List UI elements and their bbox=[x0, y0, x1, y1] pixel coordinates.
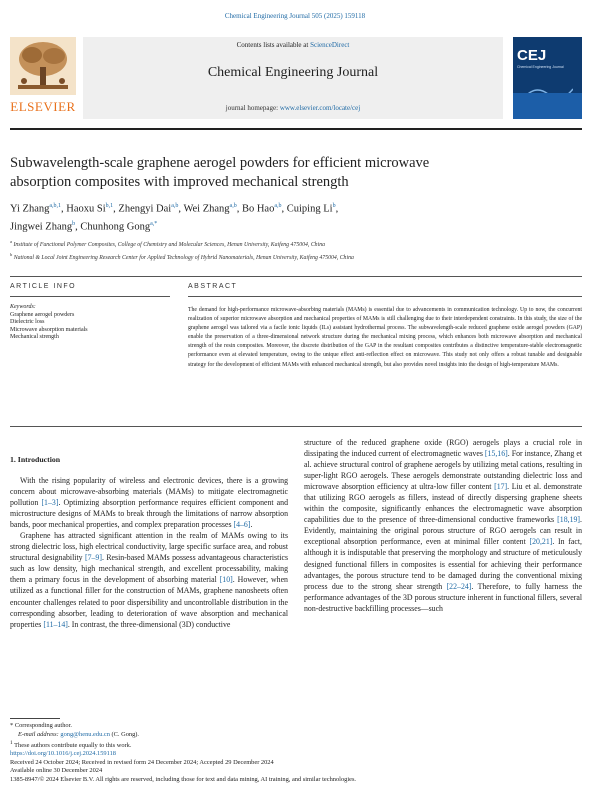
cover-subtitle: Chemical Engineering Journal bbox=[517, 65, 564, 69]
body-left-column bbox=[10, 475, 288, 630]
journal-homepage-link[interactable]: www.elsevier.com/locate/cej bbox=[279, 104, 361, 112]
corresponding-text: Corresponding author. bbox=[14, 722, 72, 729]
keywords-label: Keywords: bbox=[10, 304, 36, 310]
keyword-item: Dielectric loss bbox=[10, 319, 45, 326]
corresponding-author-note bbox=[10, 722, 410, 731]
keyword-item: Graphene aerogel powders bbox=[10, 311, 75, 318]
text-run: . Resin-based MAMs possess advantageous characteristics such as low density, high mechanical strength, and excellent processability, making them a primary focus in the development of absorbing material bbox=[10, 553, 288, 585]
text-run: . Liu et al. demonstrate that utilizing RGO aerogels as fillers, instead of directly dispersing graphene sheets within the composite, significantly enhances the electromagnetic wave absorption capabilities due to the presence of three-dimensional conductive frameworks bbox=[304, 482, 582, 525]
journal-name[interactable]: Chemical Engineering Journal bbox=[207, 65, 379, 80]
journal-info-box bbox=[83, 37, 503, 119]
citation-link[interactable]: [17] bbox=[494, 482, 508, 492]
article-info-heading: ARTICLE INFO bbox=[10, 283, 77, 290]
footnotes bbox=[10, 722, 410, 751]
text-run: . Evidently, maintaining the original porous structure of RGO aerogels can result in exceptional absorption performance, even at minimal filler content bbox=[304, 515, 582, 547]
received-dates: Received 24 October 2024; Received in revised form 24 December 2024; Accepted 29 December 2024 bbox=[10, 758, 274, 766]
author-3[interactable]: Zhengyi Dai bbox=[118, 203, 172, 215]
author-4-affil[interactable]: a,b bbox=[229, 203, 237, 209]
affiliation-b-mark: b bbox=[10, 251, 13, 257]
text-run: With the rising popularity of wireless and electronic devices, there is a growing concern about microwave-absorbing materials (MAMs) to mitigate electromagnetic pollution bbox=[10, 476, 288, 508]
citation-link[interactable]: [22–24] bbox=[446, 581, 472, 591]
citation-link[interactable]: [10] bbox=[219, 575, 233, 585]
keyword-item: Microwave absorption materials bbox=[10, 326, 88, 333]
author-4[interactable]: Wei Zhang bbox=[183, 203, 230, 215]
author-8-affil[interactable]: a,* bbox=[150, 220, 158, 227]
text-run: . In fact, although it is indisputable that preserving the morphology and structure of meticulously designed functional fillers in composites is essential for achieving their performance advantages, the porous structure tend to be damaged during the conventional mixing process due to the strong shear strength bbox=[304, 537, 582, 591]
elsevier-logo[interactable] bbox=[10, 37, 76, 119]
author-5-affil[interactable]: a,b bbox=[274, 203, 282, 209]
keyword-item: Mechanical strength bbox=[10, 334, 59, 341]
doi-link[interactable]: https://doi.org/10.1016/j.cej.2024.159118 bbox=[10, 750, 116, 757]
text-run: . However, when utilized as a functional filler for the construction of MAMs, graphene nanosheets often encounter challenges related to poor dispersibility and uncontrollable distribution in the corresponding absorber, leading to deterioration of wave absorption and mechanical properties bbox=[10, 575, 288, 629]
citation-link[interactable]: [1–3] bbox=[41, 498, 59, 508]
equal-text: These authors contribute equally to this work. bbox=[14, 742, 132, 750]
citation-link[interactable]: [15,16] bbox=[484, 449, 508, 459]
title-line-2: absorption composites with improved mechanical strength bbox=[10, 174, 349, 190]
citation-link[interactable]: [18,19] bbox=[557, 515, 581, 525]
citation-link[interactable]: [4–6] bbox=[233, 520, 251, 530]
affiliation-b-text: National & Local Joint Engineering Research Center for Applied Technology of Hybrid Nanomaterials, Henan University, Kaifeng 475004, China bbox=[13, 254, 354, 261]
author-list: Yi Zhang$^{a,b,1}$, Haoxu Si$^{b,1}$, Zhengyi Dai$^{a,b}$, Wei Zhang$^{a,b}$, Bo Hao$^{a,b}$, Cuiping Li$^b$, Jingwei Zhang$^b$, Chunhong Gong$^{a,*}$ bbox=[10, 203, 339, 232]
elsevier-wordmark: ELSEVIER bbox=[10, 99, 76, 114]
cover-band bbox=[513, 93, 582, 119]
text-run: . In contrast, the three-dimensional (3D) conductive bbox=[67, 619, 231, 629]
intro-paragraph-continued bbox=[304, 437, 582, 614]
author-3-affil[interactable]: a,b bbox=[171, 203, 179, 209]
author-2-affil[interactable]: b,1 bbox=[105, 203, 114, 209]
author-7-affil[interactable]: b bbox=[72, 220, 76, 227]
intro-paragraph-1 bbox=[10, 475, 288, 530]
author-5[interactable]: Bo Hao bbox=[241, 203, 275, 215]
text-run: Graphene has attracted significant attention in the realm of MAMs owing to its strong dielectric loss, high electrical conductivity, large specific surface area, and robust structural designability bbox=[10, 531, 288, 563]
introduction-heading: 1. Introduction bbox=[10, 455, 61, 464]
author-1[interactable]: Yi Zhang bbox=[10, 203, 50, 215]
text-run: . Optimizing absorption performance requires efficient component and microstructure designs of MAMs to break through the limitations of narrow absorption bands, poor mechanical properties, and complex preparation processes bbox=[10, 498, 288, 530]
article-metadata bbox=[10, 750, 580, 784]
citation-link[interactable]: [11–14] bbox=[43, 619, 68, 629]
abstract-heading: ABSTRACT bbox=[188, 283, 238, 290]
text-run: structure of the reduced graphene oxide (RGO) aerogels plays a crucial role in dissipating the induced current of electromagnetic waves bbox=[304, 438, 582, 459]
email-link[interactable]: gong@henu.edu.cn bbox=[60, 730, 110, 738]
homepage-prefix: journal homepage: bbox=[225, 104, 280, 112]
journal-cover-thumbnail[interactable] bbox=[513, 37, 582, 119]
contents-available-line bbox=[83, 41, 503, 49]
corresponding-mark: * bbox=[10, 722, 14, 729]
abstract-bottom-rule bbox=[10, 426, 582, 427]
text-run: . bbox=[250, 520, 253, 530]
title-line-1: Subwavelength-scale graphene aerogel powders for efficient microwave bbox=[10, 155, 430, 171]
journal-homepage-line bbox=[83, 104, 503, 112]
article-info-rule bbox=[10, 296, 170, 297]
journal-header bbox=[10, 37, 582, 119]
email-suffix: (C. Gong). bbox=[109, 730, 140, 738]
abstract-rule bbox=[188, 296, 582, 297]
equal-mark: 1 bbox=[10, 740, 13, 747]
author-2[interactable]: Haoxu Si bbox=[66, 203, 106, 215]
citation-link[interactable]: [7–9] bbox=[84, 553, 102, 563]
affiliation-a bbox=[10, 237, 580, 250]
article-title bbox=[10, 154, 580, 192]
author-6-affil[interactable]: b bbox=[332, 203, 336, 209]
affiliation-list bbox=[10, 237, 580, 263]
keywords-block bbox=[10, 304, 150, 342]
journal-citation-link[interactable]: Chemical Engineering Journal 505 (2025) 159118 bbox=[224, 12, 366, 20]
affiliation-b bbox=[10, 250, 580, 263]
citation-link[interactable]: [20,21] bbox=[529, 537, 553, 547]
elsevier-tree-icon bbox=[10, 37, 76, 95]
affiliation-a-mark: a bbox=[10, 239, 12, 244]
author-7[interactable]: Jingwei Zhang bbox=[10, 221, 73, 232]
abstract-text: The demand for high-performance microwave-absorbing materials (MAMs) is essential due to advancements in communication technology. Up to now, the concurrent realization of superior microwave absorption and mechanical properties of MAMs is still challenging due to their interdependent constraints. In this study, the size of the graphene aerogel was tailored via a facile ionic liquids (ILs) assistant hydrothermal process. The subwavelength-scale reduced graphene oxide aerogel powders (GAP) enable the preservation of a three-dimensional network structure during the mechanical mixing process, which enhances both microwave absorption and mechanical strength of the resin composites. Moreover, the discrete distribution of the GAP in the resultant composites contributes a distinctive temperature-stable electromagnetic performance even at elevated temperature, owing to the unique effect anti-reflection effect on microwave. This study not only offers a robust tunable and designable strategy for the development of efficient MAMs with enhanced mechanical strength, but also provides novel insights into the design of high-temperature MAMs. bbox=[188, 307, 582, 368]
cover-title: CEJ bbox=[517, 47, 547, 64]
info-top-rule bbox=[10, 276, 582, 277]
email-label: E-mail address: bbox=[18, 730, 61, 738]
author-8[interactable]: Chunhong Gong bbox=[80, 221, 151, 232]
footnote-rule bbox=[10, 718, 60, 719]
author-1-affil[interactable]: a,b,1 bbox=[49, 203, 62, 209]
header-rule bbox=[10, 128, 582, 130]
text-run: . Therefore, to fully harness the performance advantages of the 3D porous structure inherent in functional fillers, several non-destructive backfilling processes—such bbox=[304, 581, 582, 613]
text-run: . For instance, Zhang et al. achieve structural control of graphene aerogels by utilizing metal cations, resulting in super-light RGO aerogels. These aerogels demonstrate outstanding dielectric loss and microwave absorption efficiency at ultra-low filler content bbox=[304, 449, 583, 492]
email-note bbox=[10, 731, 410, 740]
contents-prefix: Contents lists available at bbox=[236, 41, 311, 49]
sciencedirect-link[interactable]: ScienceDirect bbox=[310, 41, 350, 49]
body-right-column bbox=[304, 437, 582, 614]
available-online: Available online 30 December 2024 bbox=[10, 767, 103, 775]
affiliation-a-text: Institute of Functional Polymer Composites, College of Chemistry and Molecular Sciences, Henan University, Kaifeng 475004, China bbox=[13, 241, 325, 248]
author-6[interactable]: Cuiping Li bbox=[286, 203, 333, 215]
intro-paragraph-2 bbox=[10, 530, 288, 629]
copyright-notice: 1385-8947/© 2024 Elsevier B.V. All rights are reserved, including those for text and data mining, AI training, and similar technologies. bbox=[10, 775, 357, 783]
